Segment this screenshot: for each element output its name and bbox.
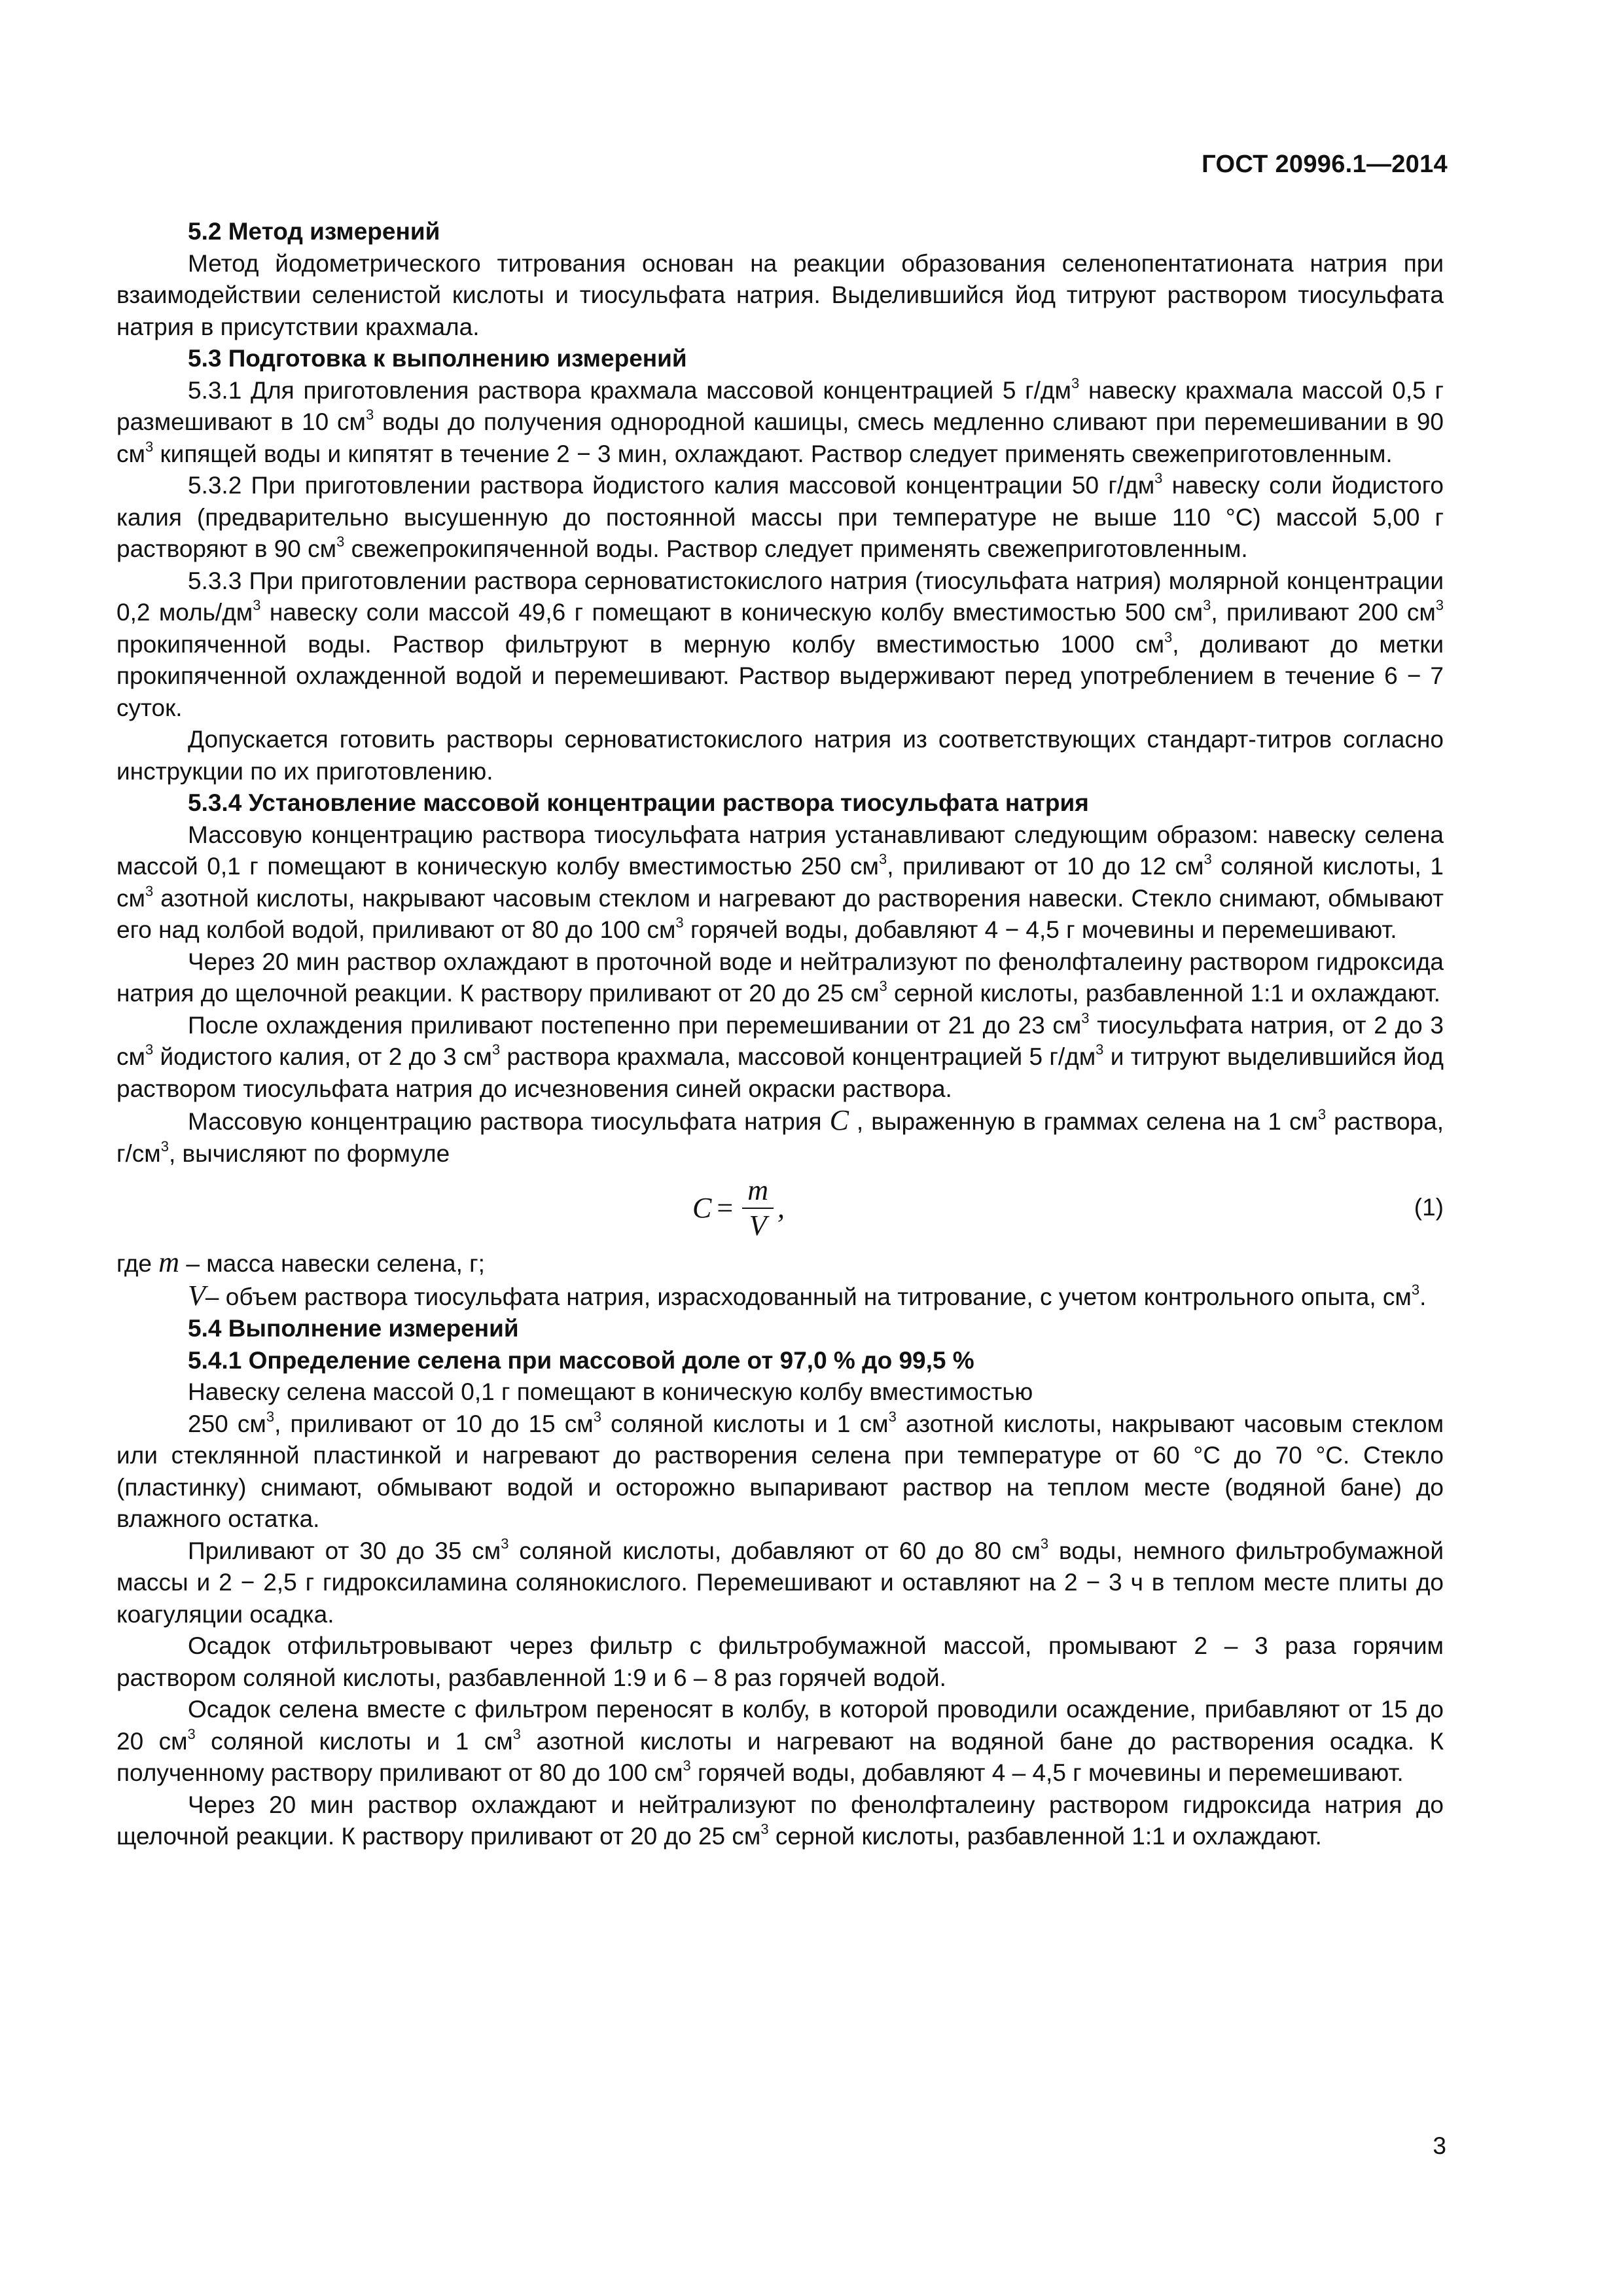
- formula-number: (1): [1414, 1194, 1444, 1221]
- section-5-2-title: 5.2 Метод измерений: [188, 218, 440, 245]
- formula-equals: =: [717, 1191, 734, 1224]
- formula-numerator: m: [742, 1174, 774, 1209]
- where-v-definition: V– объем раствора тиосульфата натрия, израсходованный на титрование, с учетом контрольного опыта, $см^3$.: [188, 1279, 1427, 1312]
- paragraph-5-3-1: 5.3.1 Для приготовления раствора крахмала массовой концентрацией 5 $г/дм^3$ навеску крахмала массой 0,5 г размешивают в 10 $см^3$ воды до получения однородной кашицы, смесь медленно сливают при перемешивании в 90 $см^3$ кипящей воды и кипятят в течение 2 − 3 мин, охлаждают. Раствор следует применять свежеприготовленным.: [116, 374, 1444, 467]
- paragraph-5-3-4-c: После охлаждения приливают постепенно при перемешивании от 21 до 23 $см^3$ тиосульфата натрия, от 2 до 3 $см^3$ йодистого калия, от 2 до 3 $см^3$ раствора крахмала, массовой концентрацией 5 $г/дм^3$ и титруют выделившийся йод раствором тиосульфата натрия до исчезновения синей окраски раствора.: [116, 1009, 1444, 1102]
- paragraph-5-4-1-b: 250 $см^3$, приливают от 10 до 15 $см^3$ соляной кислоты и 1 $см^3$ азотной кислоты, накрывают часовым стеклом или стеклянной пластинкой и нагревают до растворения селена при температуре от 60 °С до 70 °С. Стекло (пластинку) снимают, обмывают водой и осторожно выпаривают раствор на теплом месте (водяной бане) до влажного остатка.: [116, 1408, 1444, 1532]
- formula-lhs: C: [692, 1191, 712, 1224]
- paragraph-5-3-3: 5.3.3 При приготовлении раствора серноватистокислого натрия (тиосульфата натрия) молярной концентрации 0,2 моль/$дм^3$ навеску соли массой 49,6 г помещают в коническую колбу вместимостью 500 $см^3$, приливают 200 $см^3$ прокипяченной воды. Раствор фильтруют в мерную колбу вместимостью 1000 $см^3$, доливают до метки прокипяченной охлажденной водой и перемешивают. Раствор выдерживают перед употреблением в течение 6 − 7 суток.: [116, 567, 1444, 721]
- section-5-2-paragraph: Метод йодометрического титрования основан на реакции образования селенопентатионата натрия при взаимодействии селенистой кислоты и тиосульфата натрия. Выделившийся йод титруют раствором тиосульфата натрия в присутствии крахмала.: [116, 249, 1444, 340]
- paragraph-5-4-1-d: Осадок отфильтровывают через фильтр с фильтробумажной массой, промывают 2 – 3 раза горячим раствором соляной кислоты, разбавленной 1:9 и 6 – 8 раз горячей водой.: [116, 1632, 1444, 1691]
- section-5-3-title: 5.3 Подготовка к выполнению измерений: [188, 345, 687, 372]
- formula-denominator: V: [749, 1210, 767, 1242]
- formula-fraction: [742, 1174, 774, 1243]
- paragraph-5-4-1-f: Через 20 мин раствор охлаждают и нейтрализуют по фенолфталеину раствором гидроксида натрия до щелочной реакции. К раствору приливают от 20 до 25 $см^3$ серной кислоты, разбавленной 1:1 и охлаждают.: [116, 1791, 1444, 1850]
- paragraph-5-3-4-a: Массовую концентрацию раствора тиосульфата натрия устанавливают следующим образом: навеску селена массой 0,1 г помещают в коническую колбу вместимостью 250 $см^3$, приливают от 10 до 12 $см^3$ соляной кислоты, 1 $см^3$ азотной кислоты, накрывают часовым стеклом и нагревают до растворения навески. Стекло снимают, обмывают его над колбой водой, приливают от 80 до 100 $см^3$ горячей воды, добавляют 4 − 4,5 г мочевины и перемешивают.: [116, 821, 1444, 943]
- paragraph-5-3-2: 5.3.2 При приготовлении раствора йодистого калия массовой концентрации 50 $г/дм^3$ навеску соли йодистого калия (предварительно высушенную до постоянной массы при температуре не выше 110 °С) массой 5,00 г растворяют в 90 $см^3$ свежепрокипяченной воды. Раствор следует применять свежеприготовленным.: [116, 470, 1444, 562]
- paragraph-5-4-1-a: Навеску селена массой 0,1 г помещают в коническую колбу вместимостью: [188, 1378, 1033, 1405]
- section-5-4-title: 5.4 Выполнение измерений: [188, 1315, 519, 1342]
- paragraph-5-4-1-c: Приливают от 30 до 35 $см^3$ соляной кислоты, добавляют от 60 до 80 $см^3$ воды, немного фильтробумажной массы и 2 − 2,5 г гидроксиламина солянокислого. Перемешивают и оставляют на 2 − 3 ч в теплом месте плиты до коагуляции осадка.: [116, 1535, 1444, 1628]
- formula-1: [692, 1174, 785, 1243]
- paragraph-standard-titres: Допускается готовить растворы серноватистокислого натрия из соответствующих стандарт-титров согласно инструкции по их приготовлению.: [116, 726, 1444, 785]
- page-number: 3: [1433, 2132, 1446, 2159]
- section-5-3-4-title: 5.3.4 Установление массовой концентрации раствора тиосульфата натрия: [188, 789, 1089, 816]
- formula-comma: ,: [777, 1191, 785, 1224]
- paragraph-5-4-1-e: Осадок селена вместе с фильтром переносят в колбу, в которой проводили осаждение, прибавляют от 15 до 20 $см^3$ соляной кислоты и 1 $см^3$ азотной кислоты и нагревают на водяной бане до растворения осадка. К полученному раствору приливают от 80 до 100 $см^3$ горячей воды, добавляют 4 – 4,5 г мочевины и перемешивают.: [116, 1696, 1444, 1786]
- formula-row: [116, 1170, 1444, 1247]
- section-5-4-1-title: 5.4.1 Определение селена при массовой доле от 97,0 % до 99,5 %: [188, 1346, 974, 1374]
- paragraph-5-3-4-b: Через 20 мин раствор охлаждают в проточной воде и нейтрализуют по фенолфталеину раствором гидроксида натрия до щелочной реакции. К раствору приливают от 20 до 25 $см^3$ серной кислоты, разбавленной 1:1 и охлаждают.: [116, 948, 1444, 1007]
- paragraph-5-3-4-d: Массовую концентрацию раствора тиосульфата натрия C , выраженную в граммах селена на 1 $см^3$ раствора, $г/см^3$, вычисляют по формуле: [116, 1104, 1444, 1167]
- document-body: [116, 216, 1444, 1853]
- document-header: ГОСТ 20996.1—2014: [1202, 151, 1448, 178]
- where-m-definition: где m – масса навески селена, г;: [116, 1246, 485, 1278]
